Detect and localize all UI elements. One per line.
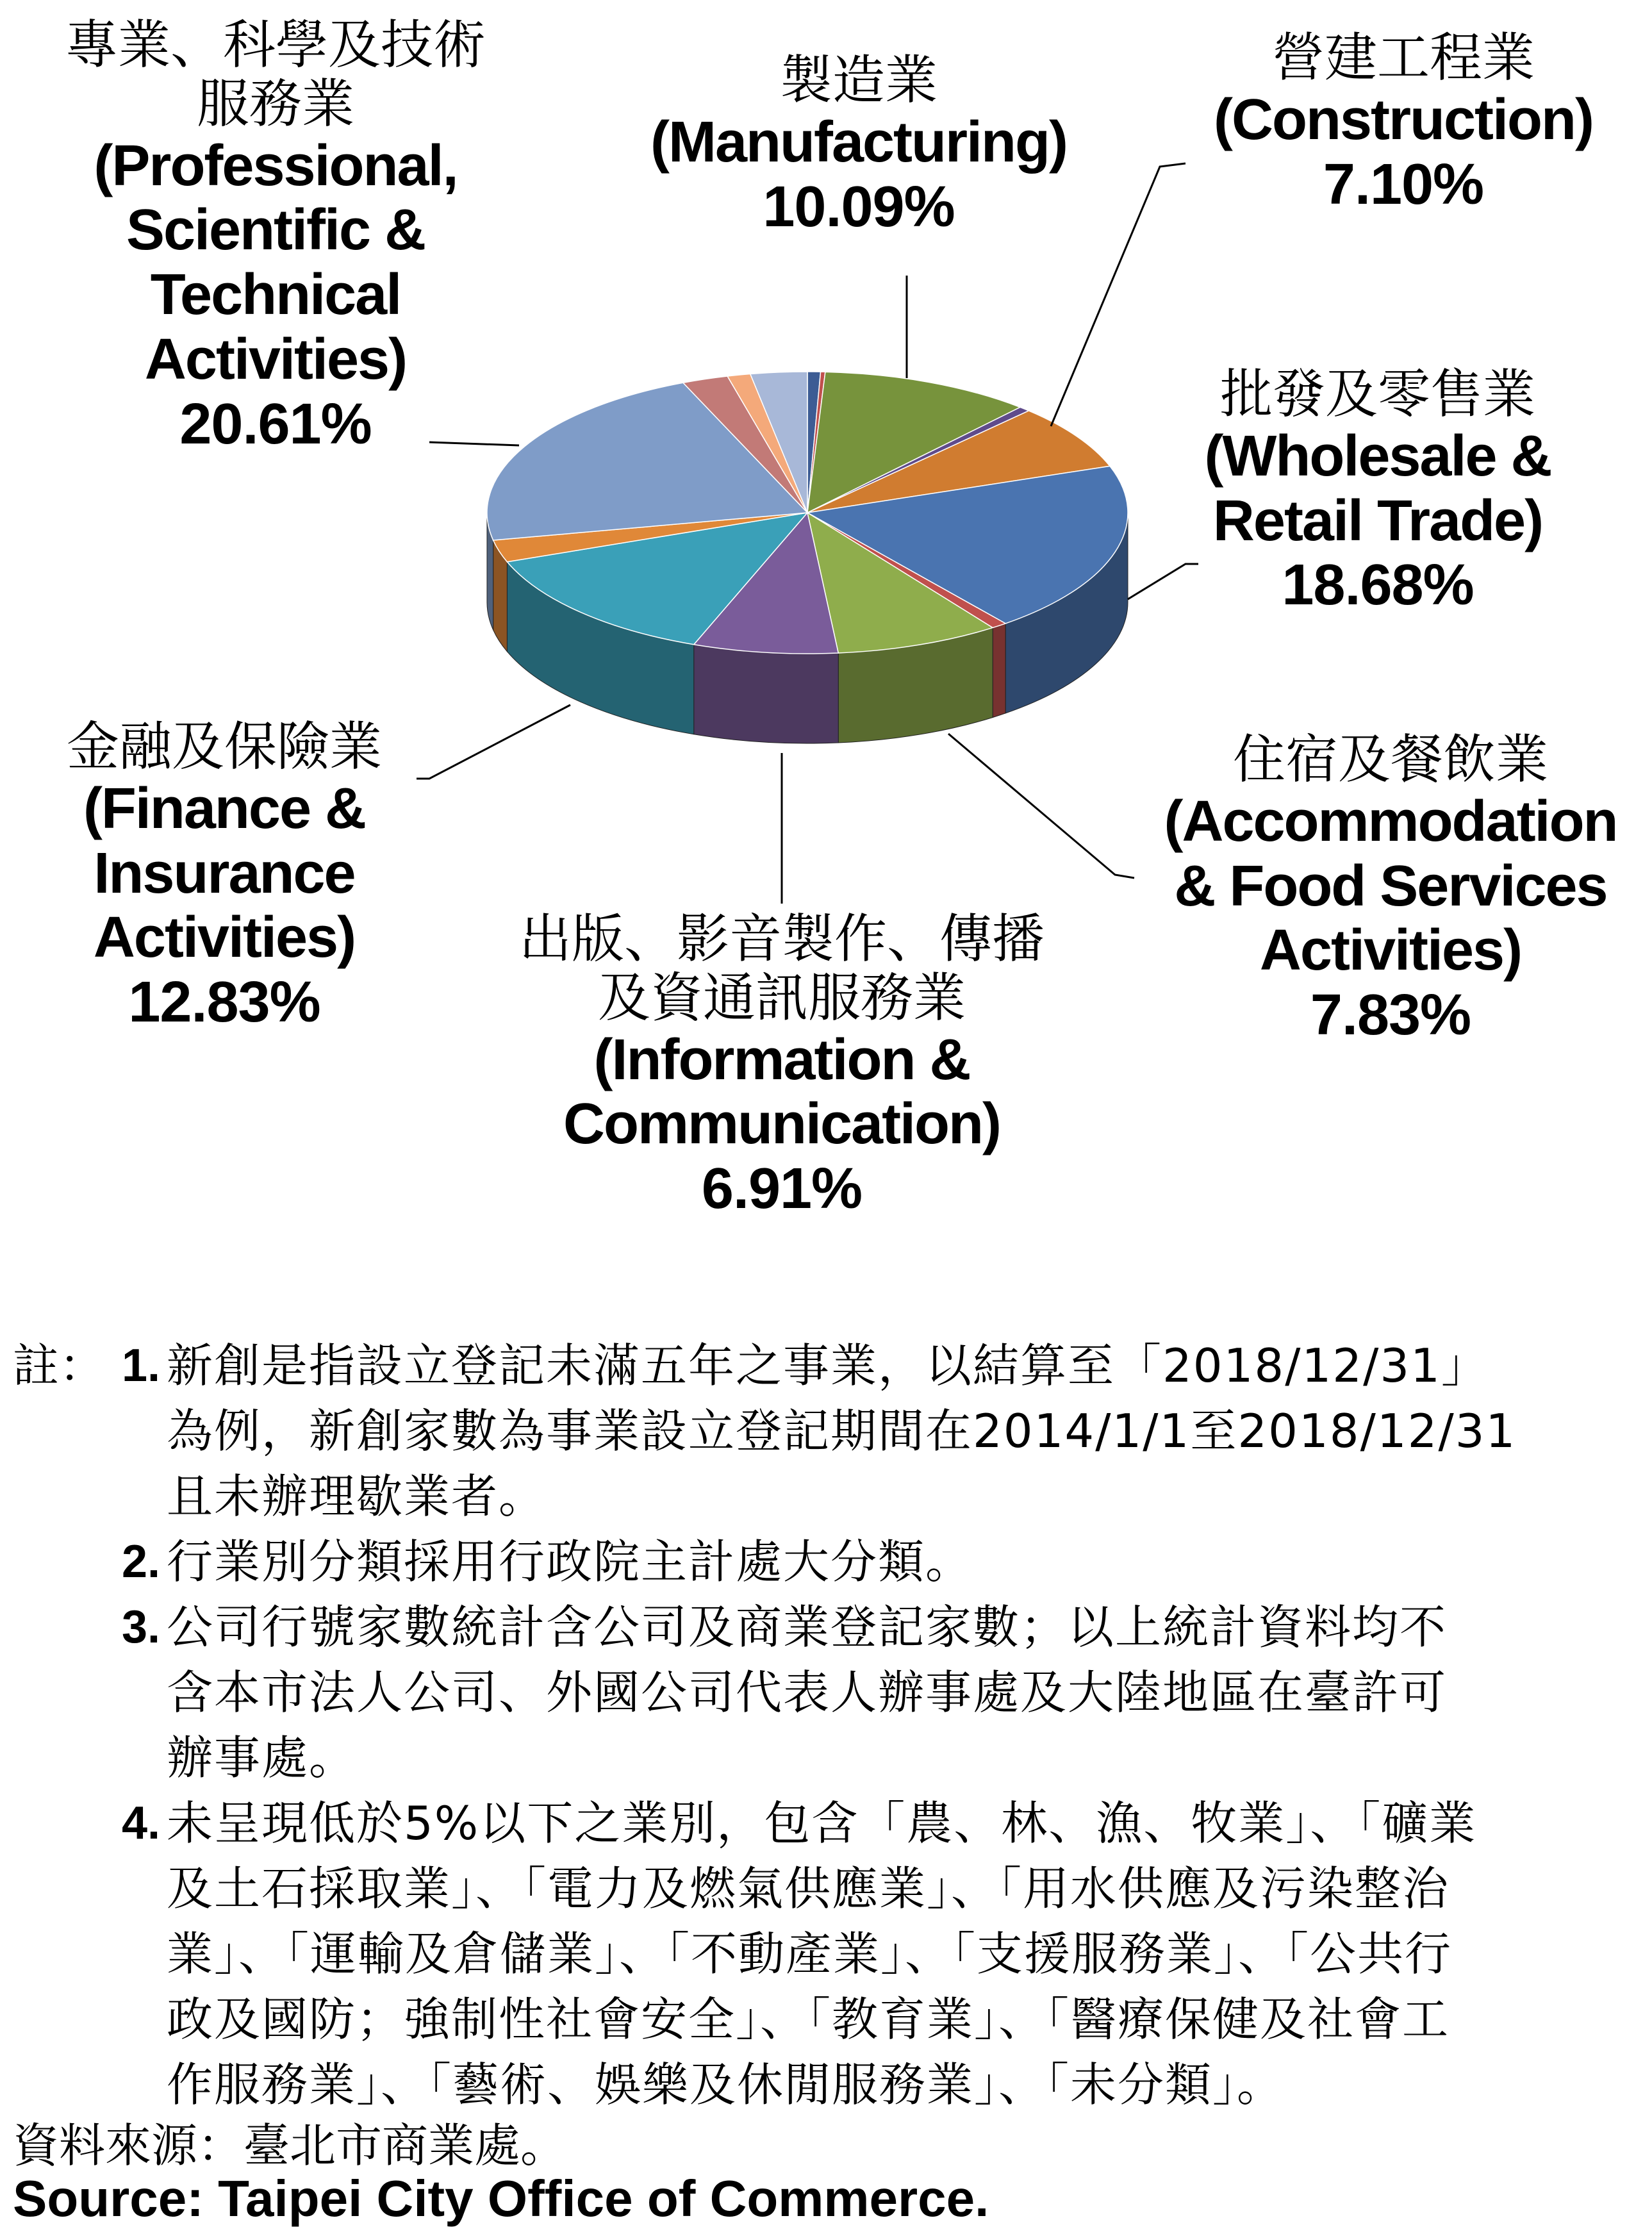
note-4-line: 作服務業」、「藝術、娛樂及休閒服務業」、「未分類」。 (167, 2058, 1285, 2112)
label-professional: 專業、科學及技術 服務業 (Professional, Scientific & Technical Activities) 20.61% (65, 15, 486, 456)
notes-prefix: 註： (13, 1339, 106, 1393)
pie-slice-side (694, 645, 838, 743)
note-3-line: 含本市法人公司、外國公司代表人辦事處及大陸地區在臺許可 (167, 1666, 1448, 1719)
note-number: 4. (122, 1798, 161, 1849)
label-information: 出版、影音製作、傳播 及資通訊服務業 (Information & Communication) 6.91% (518, 909, 1045, 1221)
notes (13, 1333, 1640, 2117)
label-manufacturing: 製造業 (Manufacturing) 10.09% (650, 50, 1067, 239)
note-2-line: 行業別分類採用行政院主計處大分類。 (167, 1535, 973, 1589)
note-3-line: 公司行號家數統計含公司及商業登記家數；以上統計資料均不 (167, 1600, 1448, 1654)
label-accommodation: 住宿及餐飲業 (Accommodation & Food Services Activities) 7.83% (1164, 729, 1617, 1048)
leader-line-accommodation (948, 734, 1134, 878)
note-4-line: 政及國防；強制性社會安全」、「教育業」、「醫療保健及社會工 (167, 1992, 1450, 2046)
leader-line-finance (417, 705, 570, 779)
note-1-line: 新創是指設立登記未滿五年之事業，以結算至「2018/12/31」 (167, 1339, 1489, 1393)
note-4-line: 未呈現低於5%以下之業別，包含「農、林、漁、牧業」、「礦業 (167, 1796, 1477, 1850)
pie-slice-side (993, 624, 1005, 718)
note-number: 1. (122, 1340, 161, 1391)
pie-top (487, 372, 1128, 654)
note-4-line: 及土石採取業」、「電力及燃氣供應業」、「用水供應及污染整治 (167, 1862, 1450, 1915)
source-zh: 資料來源：臺北市商業處。 (13, 2119, 567, 2172)
note-4-line: 業」、「運輸及倉儲業」、「不動產業」、「支援服務業」、「公共行 (167, 1927, 1453, 1981)
note-1-line: 為例，新創家數為事業設立登記期間在2014/1/1至2018/12/31 (167, 1404, 1517, 1458)
source-en: Source: Taipei City Office of Commerce. (13, 2170, 989, 2227)
label-finance: 金融及保險業 (Finance & Insurance Activities) 12.83% (66, 716, 382, 1035)
note-number: 3. (122, 1601, 161, 1653)
label-wholesale: 批發及零售業 (Wholesale & Retail Trade) 18.68% (1204, 364, 1551, 618)
note-number: 2. (122, 1536, 161, 1587)
note-1-line: 且未辦理歇業者。 (167, 1469, 547, 1523)
note-3-line: 辦事處。 (167, 1731, 357, 1785)
label-construction: 營建工程業 (Construction) 7.10% (1214, 28, 1593, 217)
